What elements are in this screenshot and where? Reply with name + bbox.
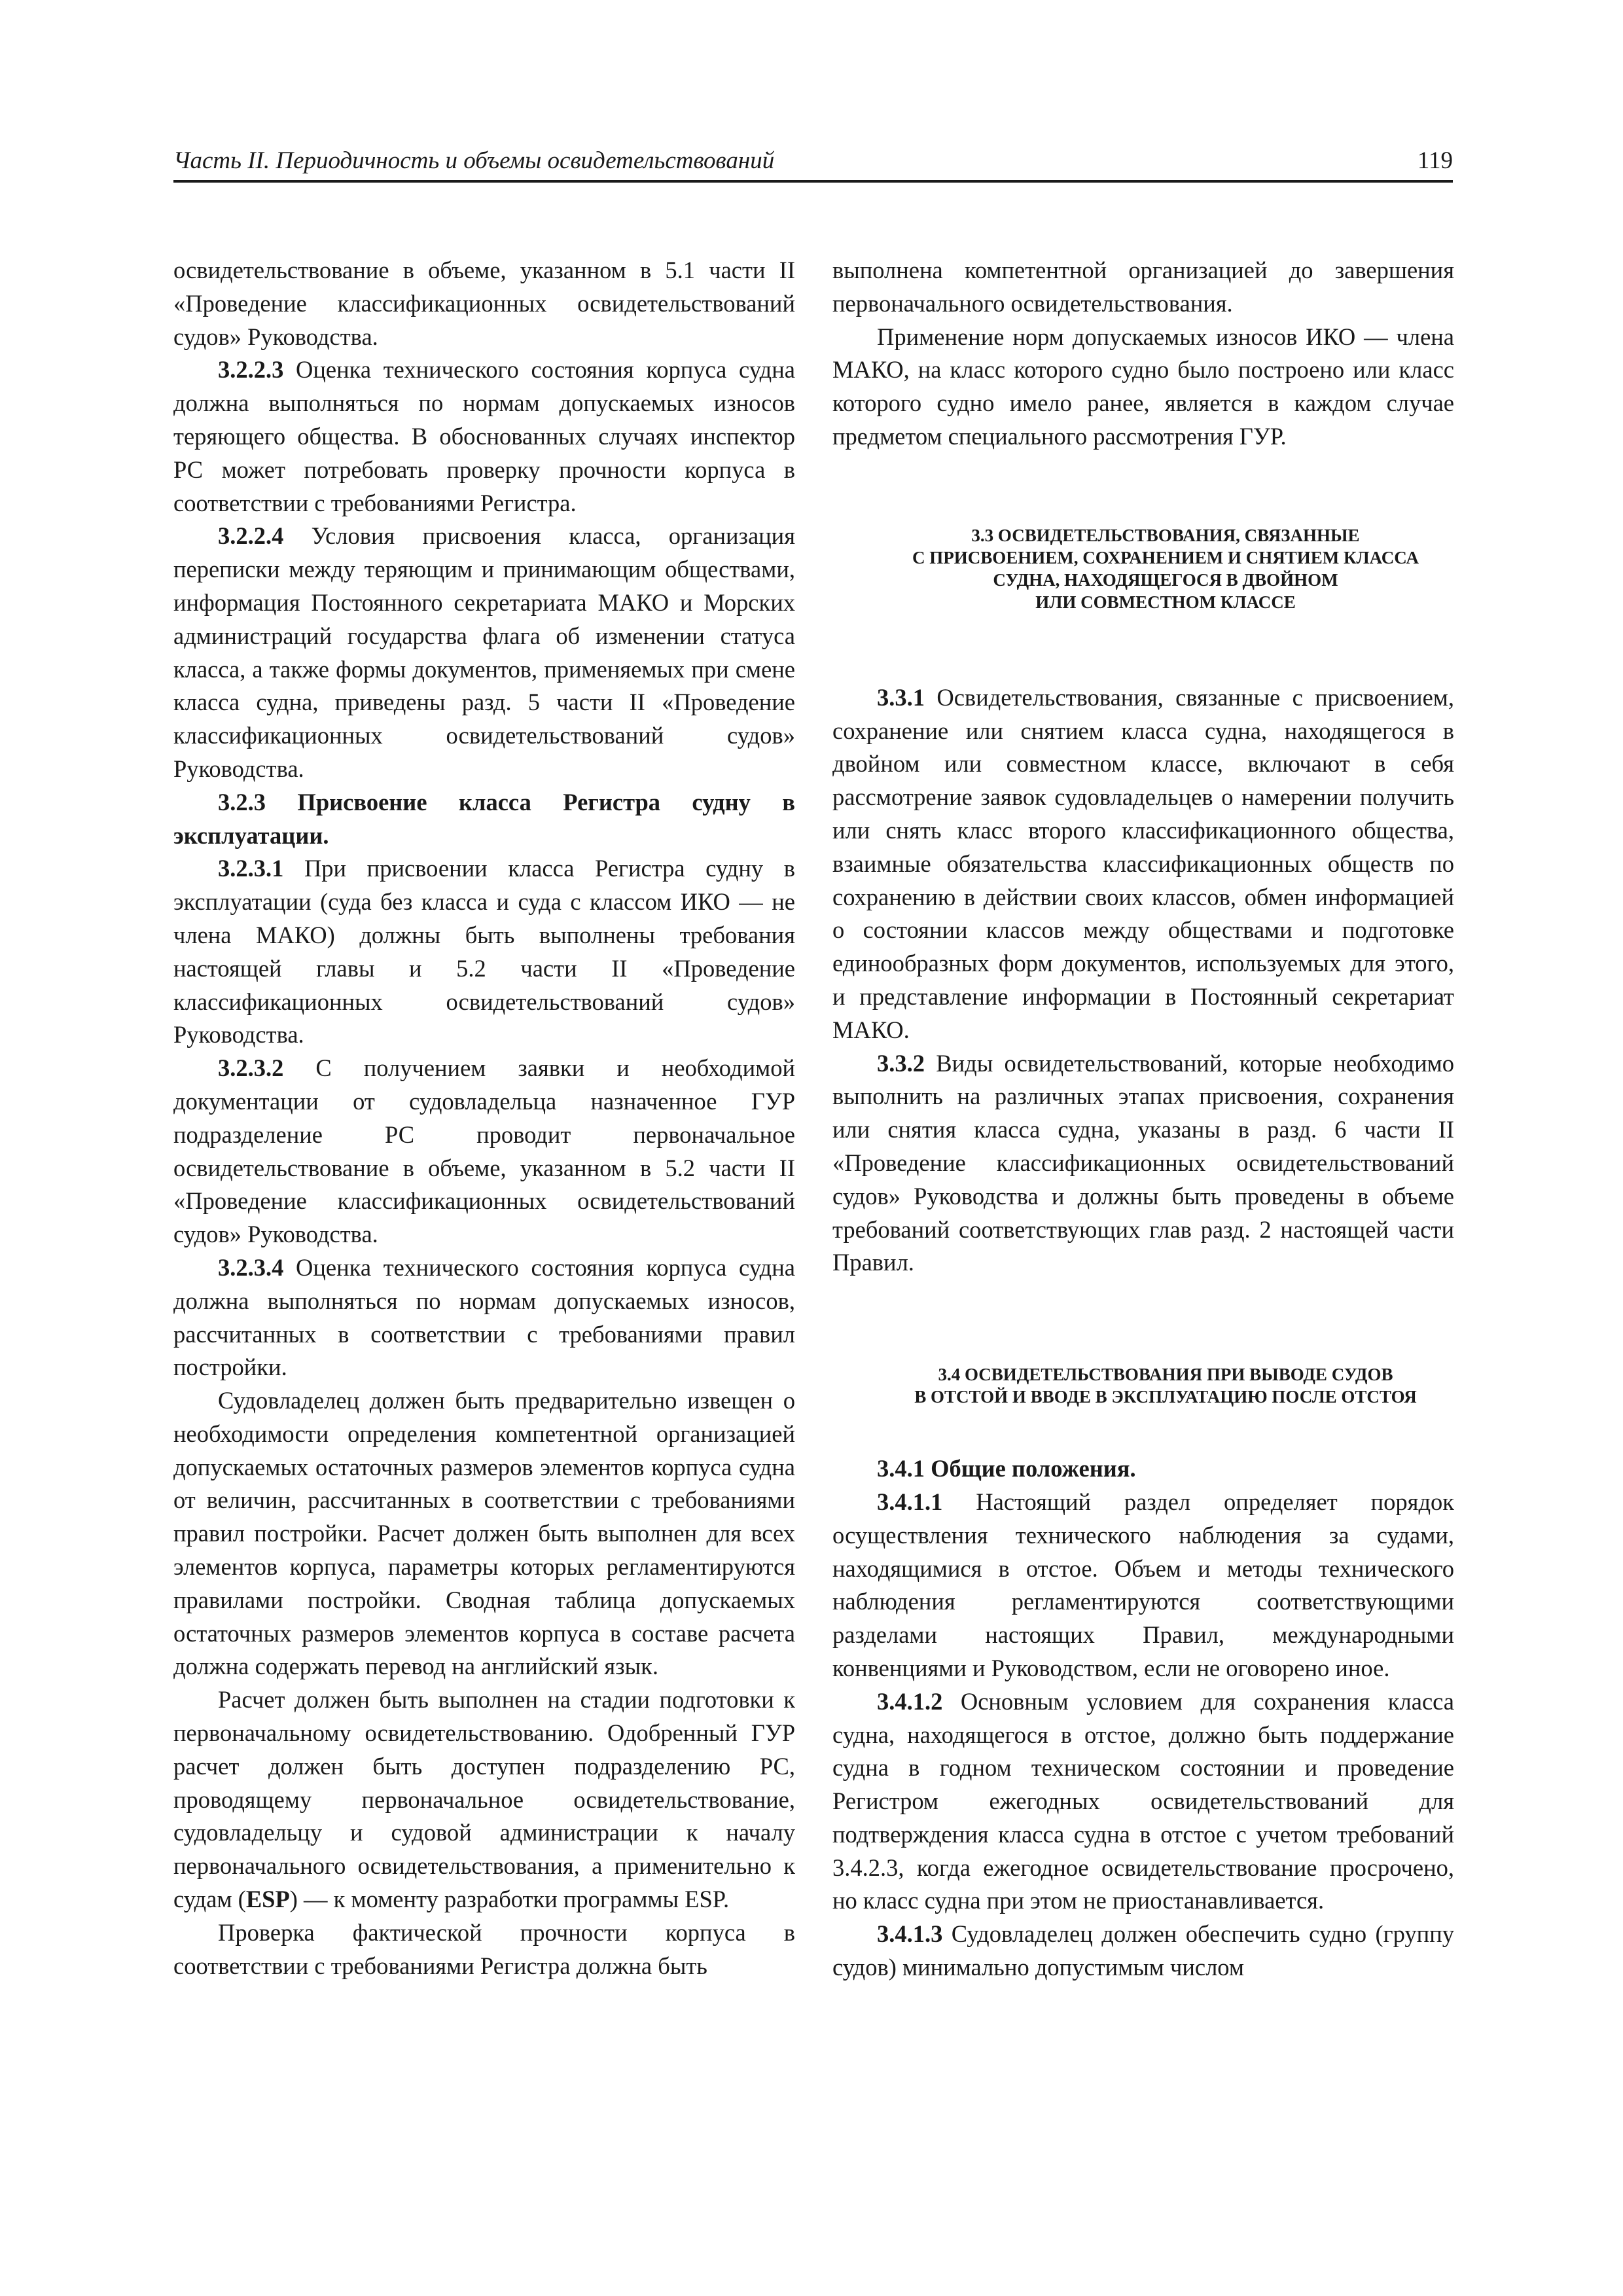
clause-number: 3.3.2: [877, 1049, 925, 1077]
clause-number: 3.4.1.2: [877, 1687, 943, 1715]
clause-number: 3.2.2.4: [218, 522, 284, 550]
paragraph: Проверка фактической прочности корпуса в соответствии с требованиями Регистра должна быть: [173, 1918, 795, 1979]
paragraph-3-2-2-4: [173, 520, 795, 785]
clause-number: 3.2.2.3: [218, 356, 284, 384]
clause-text: Оценка технического состояния корпуса судна должна выполняться по нормам допускаемых износов теряющего общества. В обоснованных случаях инспектор РС может потребовать проверку прочности корпуса в соответствии с требованиями Регистра.: [173, 356, 795, 516]
paragraph-text: ) — к моменту разработки программы ESP.: [289, 1886, 730, 1913]
paragraph-3-3-2: [832, 1047, 1454, 1280]
paragraph-3-2-2-3: [173, 353, 795, 520]
page-number: 119: [1417, 147, 1453, 174]
clause-text: Условия присвоения класса, организация переписки между теряющим и принимающим обществами, информация Постоянного секретариата МАКО и Морских администраций государства флага об изменении статуса класса, а также формы документов, применяемых при смене класса судна, приведены разд. 5 части II «Проведение классификационных освидетельствований судов» Руководства.: [173, 522, 795, 782]
clause-text: При присвоении класса Регистра судну в эксплуатации (суда без класса и суда с классом ИКО — не члена МАКО) должны быть выполнены требования настоящей главы и 5.2 части II «Проведение классификационных освидетельствований судов» Руководства.: [173, 855, 795, 1049]
clause-number: 3.4.1.3: [877, 1920, 943, 1948]
clause-text: Освидетельствования, связанные с присвоением, сохранение или снятием класса судна, находящегося в двойном или совместном классе, включают в себя рассмотрение заявок судовладельцев о намерении получить или снять класс второго классификационного общества, взаимные обязательства классификационных обществ по сохранению в действии своих классов, обмен информацией о состоянии классов между обществами и подготовке единообразных форм документов, используемых для этого, и представление информации в Постоянный секретариат МАКО.: [832, 683, 1454, 1043]
section-title-line: СУДНА, НАХОДЯЩЕГОСЯ В ДВОЙНОМ: [993, 569, 1338, 590]
clause-text: Основным условием для сохранения класса судна, находящегося в отстое, должно быть поддержание судна в годном техническом состоянии и проведение Регистром ежегодных освидетельствований для подтверждения класса судна в отстое с учетом требований 3.4.2.3, когда ежегодное освидетельствование просрочено, но класс судна при этом не приостанавливается.: [832, 1687, 1454, 1914]
paragraph-3-2-3-2: [173, 1052, 795, 1251]
paragraph-3-2-3-4: [173, 1251, 795, 1384]
paragraph: Судовладелец должен быть предварительно извещен о необходимости определения компетентной организацией допускаемых остаточных размеров элементов корпуса судна от величин, рассчитанных в соответствии с требованиями правил постройки. Расчет должен быть выполнен для всех элементов корпуса, параметры которых регламентируются правилами постройки. Сводная таблица допускаемых остаточных размеров элементов корпуса в составе расчета должна содержать перевод на английский язык.: [173, 1387, 795, 1680]
left-column: [173, 254, 795, 1982]
paragraph: [173, 1683, 795, 1916]
clause-text: С получением заявки и необходимой документации от судовладельца назначенное ГУР подразделение РС проводит первоначальное освидетельствование в объеме, указанном в 5.2 части II «Проведение классификационных освидетельствований судов» Руководства.: [173, 1054, 795, 1248]
clause-number: 3.2.3.2: [218, 1054, 284, 1082]
running-header: [173, 141, 1453, 183]
paragraph-3-2-3-1: [173, 852, 795, 1052]
section-title-line: ИЛИ СОВМЕСТНОМ КЛАССЕ: [1035, 592, 1296, 612]
clause-number: 3.2.3.1: [218, 855, 284, 882]
paragraph: освидетельствование в объеме, указанном в 5.1 части II «Проведение классификационных освидетельствований судов» Руководства.: [173, 257, 795, 350]
esp-label: ESP: [245, 1886, 290, 1913]
paragraph-3-4-1-2: [832, 1685, 1454, 1918]
section-title-line: В ОТСТОЙ И ВВОДЕ В ЭКСПЛУАТАЦИЮ ПОСЛЕ ОТСТОЯ: [914, 1387, 1417, 1407]
section-title-3-4: [832, 1363, 1454, 1408]
clause-number: 3.3.1: [877, 683, 925, 711]
paragraph: выполнена компетентной организацией до завершения первоначального освидетельствования.: [832, 257, 1454, 317]
section-title-line: 3.4 ОСВИДЕТЕЛЬСТВОВАНИЯ ПРИ ВЫВОДЕ СУДОВ: [938, 1365, 1393, 1385]
paragraph-3-3-1: [832, 681, 1454, 1047]
clause-text: Судовладелец должен обеспечить судно (группу судов) минимально допустимым числом: [832, 1920, 1454, 1981]
paragraph-text: Расчет должен быть выполнен на стадии подготовки к первоначальному освидетельствованию. Одобренный ГУР расчет должен быть доступен подразделению РС, проводящему первоначальное освидетельствование, судовладельцу и судовой администрации к началу первоначального освидетельствования, а применительно к судам (: [173, 1686, 795, 1913]
clause-number: 3.2.3.4: [218, 1253, 284, 1281]
clause-number: 3.4.1.1: [877, 1488, 943, 1515]
subsection-heading-3-2-3: 3.2.3 Присвоение класса Регистра судну в эксплуатации.: [173, 788, 795, 849]
clause-text: Виды освидетельствований, которые необходимо выполнить на различных этапах присвоения, сохранения или снятия класса судна, указаны в разд. 6 части II «Проведение классификационных освидетельствований судов» Руководства и должны быть проведены в объеме требований соответствующих глав разд. 2 настоящей части Правил.: [832, 1049, 1454, 1276]
subsection-heading-3-4-1: 3.4.1 Общие положения.: [877, 1455, 1136, 1482]
header-title: Часть II. Периодичность и объемы освидетельствований: [173, 147, 775, 174]
section-title-line: С ПРИСВОЕНИЕМ, СОХРАНЕНИЕМ И СНЯТИЕМ КЛАССА: [912, 547, 1419, 567]
clause-text: Оценка технического состояния корпуса судна должна выполняться по нормам допускаемых износов, рассчитанных в соответствии с требованиями правил постройки.: [173, 1253, 795, 1381]
section-title-line: 3.3 ОСВИДЕТЕЛЬСТВОВАНИЯ, СВЯЗАННЫЕ: [971, 525, 1360, 545]
paragraph: Применение норм допускаемых износов ИКО — члена МАКО, на класс которого судно было построено или класс которого судно имело ранее, является в каждом случае предметом специального рассмотрения ГУР.: [832, 323, 1454, 450]
paragraph-3-4-1-3: [832, 1918, 1454, 1984]
right-column: [832, 254, 1454, 1984]
clause-text: Настоящий раздел определяет порядок осуществления технического наблюдения за судами, находящимися в отстое. Объем и методы технического наблюдения регламентируются соответствующими разделами настоящих Правил, международными конвенциями и Руководством, если не оговорено иное.: [832, 1488, 1454, 1681]
section-title-3-3: [832, 524, 1454, 613]
paragraph-3-4-1-1: [832, 1486, 1454, 1685]
